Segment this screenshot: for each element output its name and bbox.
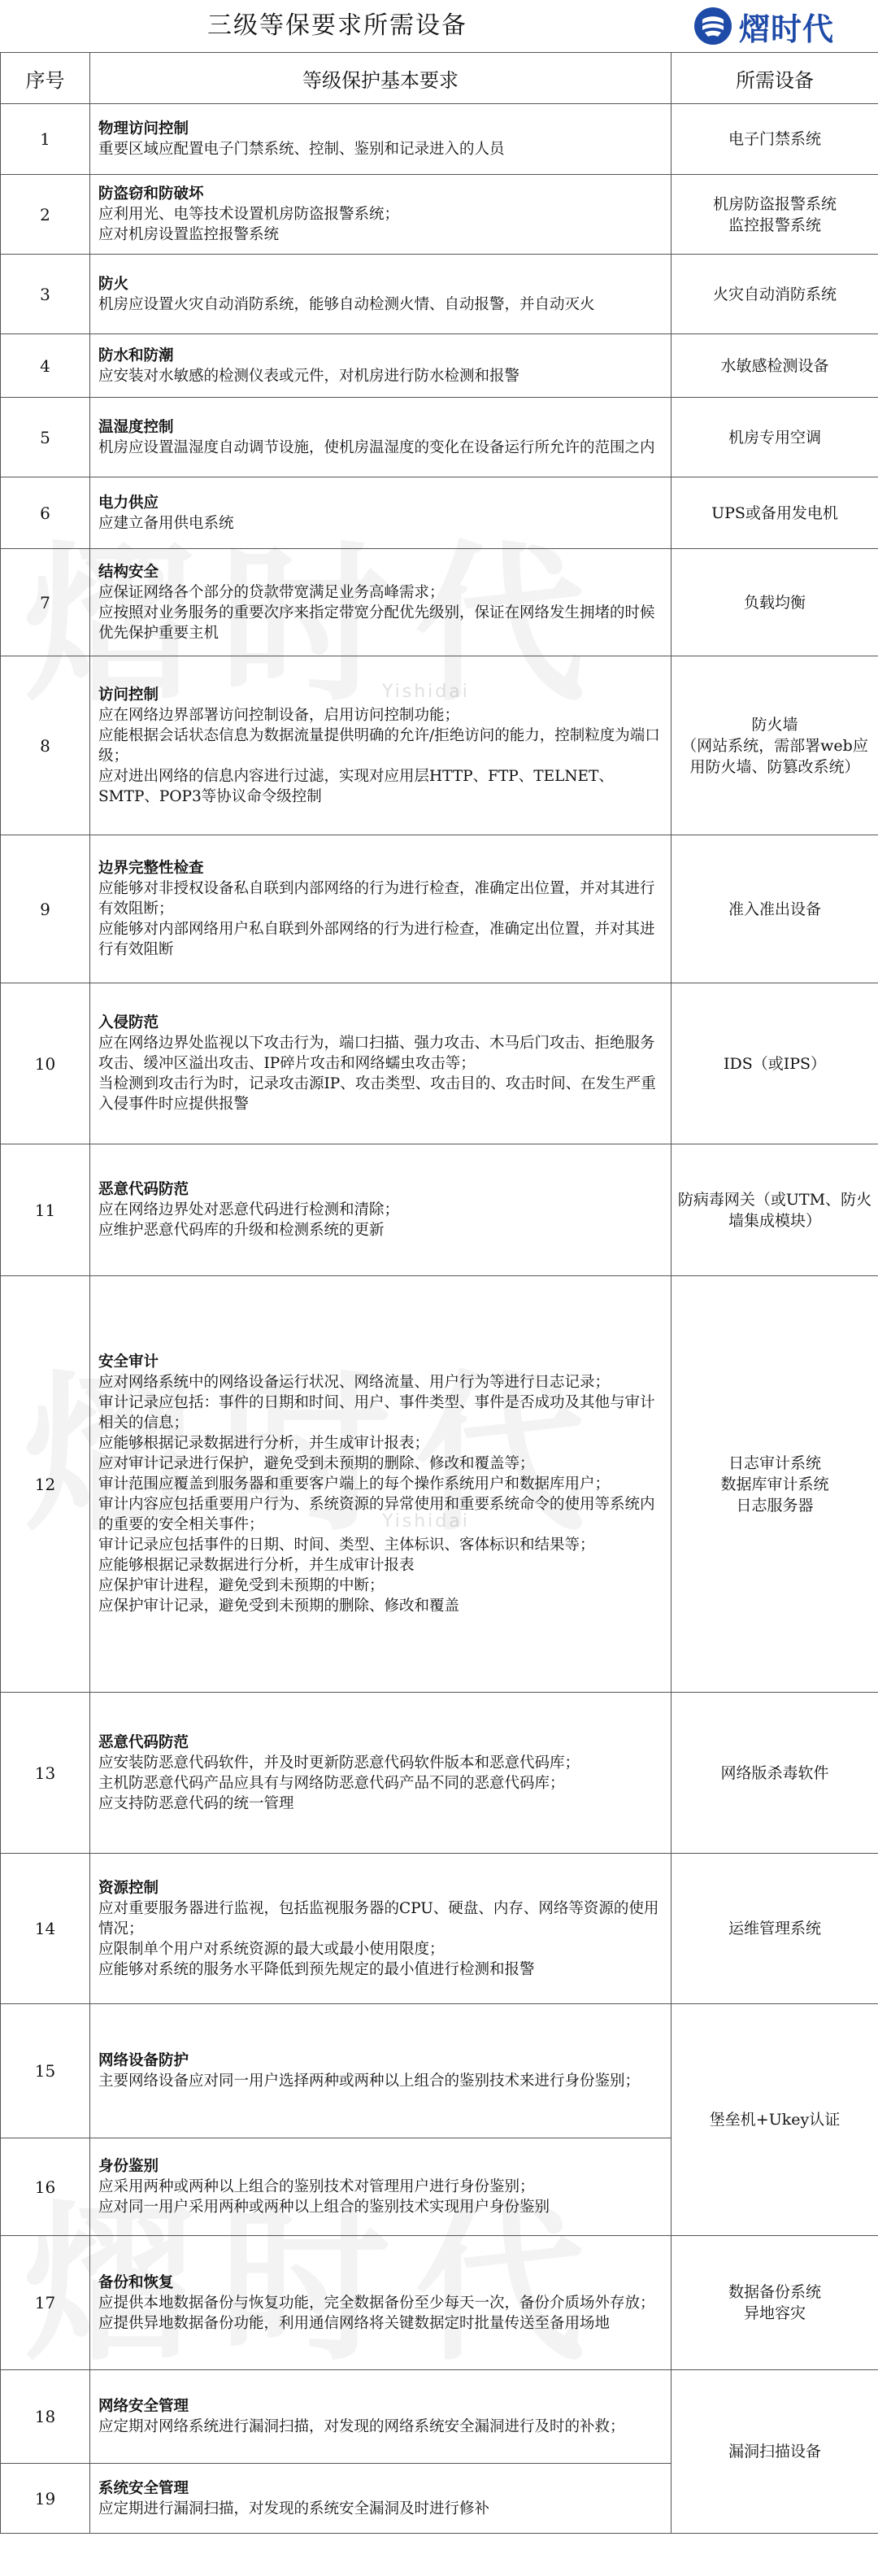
- requirement-line: 应对机房设置监控报警系统: [98, 226, 280, 243]
- device-name: 防火墙: [751, 715, 798, 734]
- row-number: 14: [1, 1854, 90, 2004]
- requirement-lines: [98, 2071, 664, 2091]
- requirement-title: 资源控制: [98, 1879, 159, 1897]
- requirement-line: 应提供本地数据备份与恢复功能，完全数据备份至少每天一次，备份介质场外存放；: [98, 2294, 655, 2312]
- requirement-cell: [90, 1276, 672, 1693]
- requirement-title: 物理访问控制: [98, 120, 189, 137]
- row-number: 7: [1, 549, 90, 656]
- requirement-title: 防水和防潮: [98, 347, 174, 364]
- requirement-lines: [98, 2499, 664, 2519]
- requirement-lines: [98, 2177, 664, 2217]
- device-name: IDS（或IPS）: [723, 1054, 827, 1073]
- table-row: [1, 1693, 878, 1854]
- requirement-cell: [90, 1693, 672, 1854]
- requirement-line: 应采用两种或两种以上组合的鉴别技术对管理用户进行身份鉴别；: [98, 2178, 535, 2195]
- row-number: 5: [1, 398, 90, 477]
- table-row: [1, 835, 878, 983]
- device-cell: [672, 656, 878, 835]
- device-name: 防病毒网关（或UTM、防火墙集成模块）: [677, 1190, 872, 1230]
- row-number: 2: [1, 175, 90, 255]
- requirement-line: 应对审计记录进行保护，避免受到未预期的删除、修改和覆盖等；: [98, 1455, 535, 1472]
- device-name: 准入准出设备: [728, 900, 821, 918]
- device-name: 负载均衡: [743, 593, 806, 612]
- requirement-line: 应定期进行漏洞扫描，对发现的系统安全漏洞及时进行修补: [98, 2500, 490, 2517]
- device-cell: [672, 477, 878, 549]
- requirement-line: 审计范围应覆盖到服务器和重要客户端上的每个操作系统用户和数据库用户；: [98, 1475, 611, 1493]
- requirement-title: 备份和恢复: [98, 2273, 174, 2291]
- device-cell: [672, 1854, 878, 2004]
- row-number: 18: [1, 2370, 90, 2464]
- requirement-cell: [90, 983, 672, 1144]
- device-cell: [672, 334, 878, 398]
- requirement-line: 审计内容应包括重要用户行为、系统资源的异常使用和重要系统命令的使用等系统内的重要的安全相关事件；: [98, 1496, 655, 1533]
- requirement-line: 应按照对业务服务的重要次序来指定带宽分配优先级别，保证在网络发生拥堵的时候优先保护重要主机: [98, 604, 655, 642]
- requirement-title: 恶意代码防范: [98, 1733, 189, 1751]
- requirement-line: 应对进出网络的信息内容进行过滤，实现对应用层HTTP、FTP、TELNET、SMTP、POP3等协议命令级控制: [98, 767, 614, 805]
- device-name: 数据备份系统: [728, 2283, 821, 2301]
- requirement-line: 应对重要服务器进行监视，包括监视服务器的CPU、硬盘、内存、网络等资源的使用情况；: [98, 1899, 659, 1937]
- device-cell: [672, 175, 878, 255]
- requirement-cell: [90, 1144, 672, 1276]
- requirement-line: 应在网络边界处监视以下攻击行为，端口扫描、强力攻击、木马后门攻击、拒绝服务攻击、缓冲区溢出攻击、IP碎片攻击和网络蠕虫攻击等；: [98, 1035, 655, 1072]
- requirement-line: 应支持防恶意代码的统一管理: [98, 1794, 294, 1812]
- requirement-line: 重要区域应配置电子门禁系统、控制、鉴别和记录进入的人员: [98, 141, 505, 158]
- requirement-title: 访问控制: [98, 686, 159, 704]
- requirement-line: 主要网络设备应对同一用户选择两种或两种以上组合的鉴别技术来进行身份鉴别；: [98, 2073, 641, 2090]
- table-row: [1, 2370, 878, 2464]
- device-cell: [672, 983, 878, 1144]
- requirement-line: 应安装防恶意代码软件，并及时更新防恶意代码软件版本和恶意代码库；: [98, 1754, 580, 1772]
- requirement-lines: [98, 204, 664, 245]
- device-cell: [672, 1276, 878, 1693]
- requirement-cell: [90, 835, 672, 983]
- requirement-title: 网络设备防护: [98, 2052, 189, 2069]
- requirement-line: 应在网络边界处对恶意代码进行检测和清除；: [98, 1201, 400, 1218]
- column-header-requirement: 等级保护基本要求: [90, 53, 672, 104]
- requirement-line: 应限制单个用户对系统资源的最大或最小使用限度；: [98, 1940, 445, 1958]
- device-cell: [672, 835, 878, 983]
- requirement-line: 应能够对系统的服务水平降低到预先规定的最小值进行检测和报警: [98, 1960, 535, 1978]
- requirement-lines: [98, 1898, 664, 1980]
- requirement-title: 入侵防范: [98, 1014, 159, 1031]
- requirement-line: 应建立备用供电系统: [98, 514, 234, 532]
- table-header-row: [1, 53, 878, 104]
- device-name: 水敏感检测设备: [720, 356, 829, 375]
- column-header-no: 序号: [1, 53, 90, 104]
- row-number: 3: [1, 255, 90, 334]
- requirement-cell: [90, 175, 672, 255]
- requirement-line: 审计记录应包括：事件的日期和时间、用户、事件类型、事件是否成功及其他与审计相关的信息；: [98, 1394, 655, 1432]
- requirement-lines: [98, 366, 664, 386]
- device-name: 异地容灾: [743, 2304, 806, 2322]
- device-name: 网络版杀毒软件: [720, 1763, 829, 1782]
- requirement-cell: [90, 104, 672, 175]
- row-number: 12: [1, 1276, 90, 1693]
- requirement-line: 应能够对内部网络用户私自联到外部网络的行为进行检查，准确定出位置，并对其进行有效阻断: [98, 921, 655, 958]
- device-cell: [672, 1693, 878, 1854]
- device-cell: [672, 549, 878, 656]
- requirement-cell: [90, 2370, 672, 2464]
- requirement-lines: [98, 513, 664, 534]
- device-name: 日志服务器: [736, 1496, 814, 1515]
- table-row: [1, 656, 878, 835]
- requirement-cell: [90, 255, 672, 334]
- brand-logo: [693, 5, 834, 47]
- requirement-title: 系统安全管理: [98, 2479, 189, 2497]
- requirement-title: 结构安全: [98, 563, 159, 581]
- requirement-title: 电力供应: [98, 494, 159, 512]
- table-row: [1, 983, 878, 1144]
- column-header-device: 所需设备: [672, 53, 878, 104]
- requirement-lines: [98, 438, 664, 458]
- device-name: 漏洞扫描设备: [728, 2443, 821, 2460]
- requirement-line: 主机防恶意代码产品应具有与网络防恶意代码产品不同的恶意代码库；: [98, 1774, 565, 1792]
- row-number: 15: [1, 2004, 90, 2138]
- device-cell: [672, 1144, 878, 1276]
- requirement-line: 应在网络边界部署访问控制设备，启用访问控制功能；: [98, 706, 460, 724]
- requirement-line: 审计记录应包括事件的日期、时间、类型、主体标识、客体标识和结果等；: [98, 1536, 595, 1554]
- requirement-line: 应能够根据记录数据进行分析，并生成审计报表: [98, 1557, 415, 1574]
- requirement-title: 边界完整性检查: [98, 860, 204, 877]
- requirement-line: 应安装对水敏感的检测仪表或元件，对机房进行防水检测和报警: [98, 367, 520, 385]
- table-row: [1, 477, 878, 549]
- requirement-line: 应对网络系统中的网络设备运行状况、网络流量、用户行为等进行日志记录；: [98, 1374, 611, 1391]
- requirement-line: 应保护审计进程，避免受到未预期的中断；: [98, 1577, 385, 1594]
- requirement-cell: [90, 656, 672, 835]
- requirement-line: 应保护审计记录，避免受到未预期的删除、修改和覆盖: [98, 1597, 460, 1615]
- table-row: [1, 255, 878, 334]
- requirement-title: 防火: [98, 275, 129, 293]
- requirement-lines: [98, 139, 664, 159]
- requirement-lines: [98, 294, 664, 315]
- requirement-line: 应对同一用户采用两种或两种以上组合的鉴别技术实现用户身份鉴别: [98, 2199, 550, 2216]
- requirement-lines: [98, 1753, 664, 1814]
- row-number: 1: [1, 104, 90, 175]
- brand-logo-text: 熠时代: [739, 11, 835, 47]
- requirement-cell: [90, 334, 672, 398]
- watermark-sub: Yishidai: [382, 682, 470, 702]
- device-name: UPS或备用发电机: [711, 503, 838, 522]
- requirement-cell: [90, 1854, 672, 2004]
- row-number: 9: [1, 835, 90, 983]
- device-name: 电子门禁系统: [728, 130, 821, 148]
- table-row: [1, 1276, 878, 1693]
- requirement-title: 网络安全管理: [98, 2398, 189, 2415]
- table-row: [1, 2236, 878, 2370]
- table-row: [1, 2004, 878, 2138]
- row-number: 6: [1, 477, 90, 549]
- row-number: 19: [1, 2464, 90, 2534]
- requirement-cell: [90, 398, 672, 477]
- requirement-line: 机房应设置温湿度自动调节设施，使机房温湿度的变化在设备运行所允许的范围之内: [98, 438, 655, 456]
- device-cell: [672, 2370, 878, 2534]
- row-number: 13: [1, 1693, 90, 1854]
- requirement-line: 应能够根据记录数据进行分析，并生成审计报表；: [98, 1435, 430, 1452]
- requirement-line: 机房应设置火灾自动消防系统，能够自动检测火情、自动报警，并自动灭火: [98, 295, 595, 313]
- device-name: 堡垒机+Ukey认证: [709, 2111, 841, 2129]
- requirement-lines: [98, 1200, 664, 1240]
- device-name: 监控报警系统: [728, 216, 821, 234]
- requirement-title: 身份鉴别: [98, 2158, 159, 2175]
- requirement-line: 应提供异地数据备份功能，利用通信网络将关键数据定时批量传送至备用场地: [98, 2314, 611, 2332]
- device-cell: [672, 2004, 878, 2236]
- device-name: 数据库审计系统: [720, 1475, 829, 1493]
- requirements-table: [0, 52, 878, 2534]
- device-name: 运维管理系统: [728, 1920, 821, 1937]
- requirement-title: 防盗窃和防破坏: [98, 185, 204, 203]
- watermark-sub: Yishidai: [382, 1511, 470, 1532]
- device-cell: [672, 104, 878, 175]
- requirement-line: 应定期对网络系统进行漏洞扫描，对发现的网络系统安全漏洞进行及时的补救；: [98, 2418, 625, 2435]
- requirement-line: 应维护恶意代码库的升级和检测系统的更新: [98, 1222, 385, 1239]
- device-name: 日志审计系统: [728, 1454, 821, 1472]
- requirement-cell: [90, 2464, 672, 2534]
- device-note: （网站系统，需部署web应用防火墙、防篡改系统）: [681, 736, 868, 776]
- requirement-line: 应能根据会话状态信息为数据流量提供明确的允许/拒绝访问的能力，控制粒度为端口级；: [98, 726, 660, 765]
- requirement-lines: [98, 2293, 664, 2334]
- brand-logo-icon: [693, 7, 732, 46]
- requirement-cell: [90, 2236, 672, 2370]
- row-number: 10: [1, 983, 90, 1144]
- table-row: [1, 104, 878, 175]
- requirement-lines: [98, 1033, 664, 1114]
- requirement-cell: [90, 477, 672, 549]
- requirement-title: 安全审计: [98, 1353, 159, 1371]
- row-number: 8: [1, 656, 90, 835]
- device-name: 机房防盗报警系统: [712, 194, 837, 213]
- requirement-title: 温湿度控制: [98, 418, 174, 436]
- header: [0, 0, 878, 53]
- requirement-lines: [98, 878, 664, 960]
- table-row: [1, 398, 878, 477]
- requirement-cell: [90, 2138, 672, 2236]
- page-title: 三级等保要求所需设备: [207, 11, 467, 40]
- device-cell: [672, 255, 878, 334]
- requirement-lines: [98, 2417, 664, 2437]
- requirement-lines: [98, 705, 664, 807]
- device-name: 机房专用空调: [728, 428, 821, 447]
- device-cell: [672, 398, 878, 477]
- requirement-line: 当检测到攻击行为时，记录攻击源IP、攻击类型、攻击目的、攻击时间、在发生严重入侵事件时应提供报警: [98, 1075, 656, 1113]
- requirement-cell: [90, 549, 672, 656]
- row-number: 11: [1, 1144, 90, 1276]
- table-row: [1, 1144, 878, 1276]
- requirement-line: 应保证网络各个部分的贷款带宽满足业务高峰需求；: [98, 583, 445, 601]
- table-row: [1, 549, 878, 656]
- requirement-lines: [98, 582, 664, 643]
- requirement-title: 恶意代码防范: [98, 1181, 189, 1198]
- row-number: 4: [1, 334, 90, 398]
- device-name: 火灾自动消防系统: [712, 285, 837, 303]
- row-number: 17: [1, 2236, 90, 2370]
- requirement-lines: [98, 1372, 664, 1616]
- requirement-line: 应能够对非授权设备私自联到内部网络的行为进行检查，准确定出位置，并对其进行有效阻断；: [98, 880, 655, 918]
- table-row: [1, 175, 878, 255]
- table-row: [1, 334, 878, 398]
- table-row: [1, 1854, 878, 2004]
- device-cell: [672, 2236, 878, 2370]
- requirement-line: 应利用光、电等技术设置机房防盗报警系统；: [98, 206, 400, 223]
- row-number: 16: [1, 2138, 90, 2236]
- requirement-cell: [90, 2004, 672, 2138]
